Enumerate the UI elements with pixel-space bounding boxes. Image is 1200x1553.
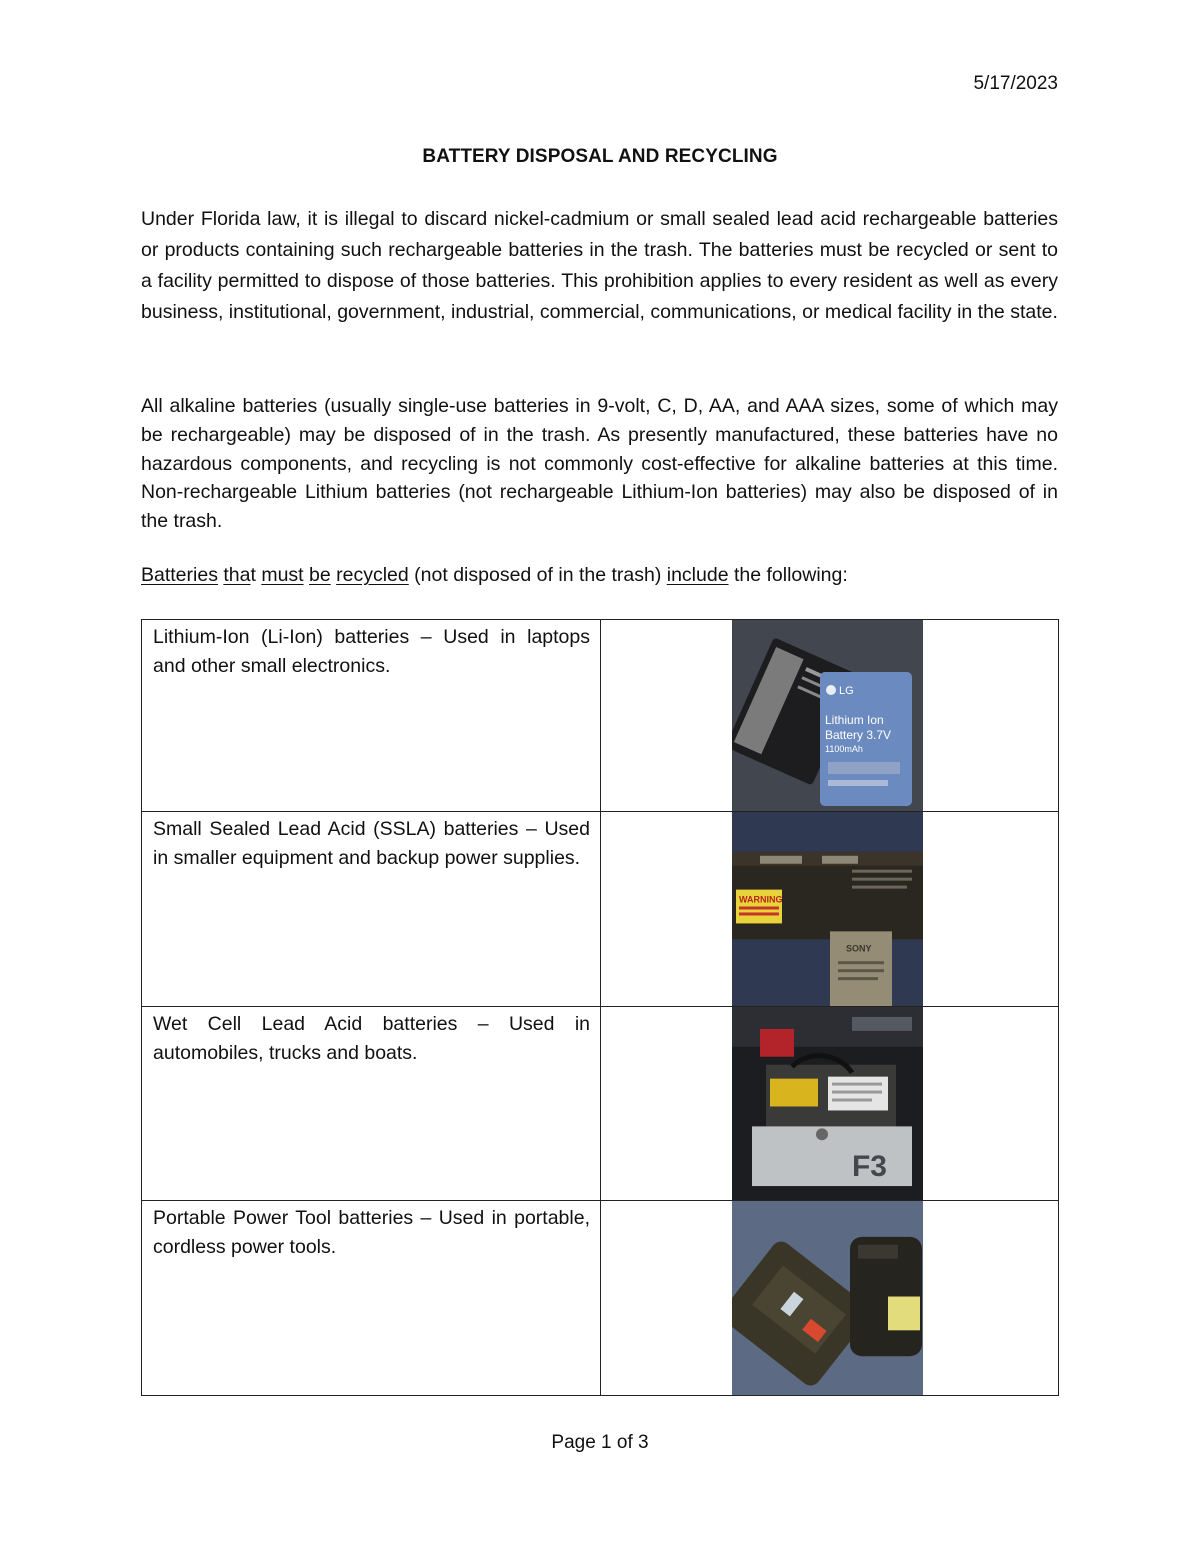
- svg-text:Battery 3.7V: Battery 3.7V: [825, 728, 892, 742]
- battery-description-cell: [142, 620, 601, 812]
- paragraph-alkaline: All alkaline batteries (usually single-use batteries in 9-volt, C, D, AA, and AAA sizes, some of which may be rechargeable) may be disposed of in the trash. As presently manufactured, these batteries have no hazardous components, and recycling is not commonly cost-effective for alkaline batteries at this time. Non-rechargeable Lithium batteries (not rechargeable Lithium-Ion batteries) may also be disposed of in the trash.: [141, 395, 1058, 533]
- recycle-list-intro: Batteries that must be recycled (not disposed of in the trash) include the following:: [141, 564, 848, 586]
- power-tool-battery-photo: [732, 1201, 923, 1395]
- battery-image-cell: [601, 1007, 1059, 1201]
- battery-image-cell: [601, 620, 1059, 812]
- battery-description-cell: [142, 1201, 601, 1396]
- battery-types-table: [141, 619, 1059, 1396]
- battery-description: Portable Power Tool batteries – Used in portable, cordless power tools.: [153, 1207, 590, 1258]
- table-row: [142, 812, 1059, 1007]
- sealed-lead-acid-battery-photo: [732, 812, 923, 1006]
- svg-text:Lithium Ion: Lithium Ion: [825, 713, 884, 727]
- document-date: 5/17/2023: [973, 73, 1058, 94]
- lithium-ion-battery-photo: [732, 620, 923, 811]
- table-row: [142, 620, 1059, 812]
- battery-image-cell: [601, 1201, 1059, 1396]
- page-number: Page 1 of 3: [551, 1432, 649, 1453]
- svg-text:WARNING: WARNING: [739, 894, 783, 905]
- battery-description: Small Sealed Lead Acid (SSLA) batteries – Used in smaller equipment and backup power supplies.: [153, 818, 590, 869]
- battery-description-cell: [142, 812, 601, 1007]
- battery-image-cell: [601, 812, 1059, 1007]
- car-battery-photo: [732, 1007, 923, 1200]
- battery-description-cell: [142, 1007, 601, 1201]
- battery-description: Wet Cell Lead Acid batteries – Used in automobiles, trucks and boats.: [153, 1013, 590, 1064]
- table-row: [142, 1201, 1059, 1396]
- battery-description: Lithium-Ion (Li-Ion) batteries – Used in laptops and other small electronics.: [153, 626, 590, 677]
- table-row: [142, 1007, 1059, 1201]
- svg-text:F3: F3: [852, 1150, 887, 1184]
- svg-text:1100mAh: 1100mAh: [825, 744, 863, 754]
- svg-text:LG: LG: [839, 685, 854, 697]
- paragraph-florida-law: Under Florida law, it is illegal to discard nickel-cadmium or small sealed lead acid rechargeable batteries or products containing such rechargeable batteries in the trash. The batteries must be recycled or sent to a facility permitted to dispose of those batteries. This prohibition applies to every resident as well as every business, institutional, government, industrial, commercial, communications, or medical facility in the state.: [141, 208, 1058, 323]
- document-title: BATTERY DISPOSAL AND RECYCLING: [422, 146, 778, 167]
- svg-text:SONY: SONY: [846, 943, 872, 954]
